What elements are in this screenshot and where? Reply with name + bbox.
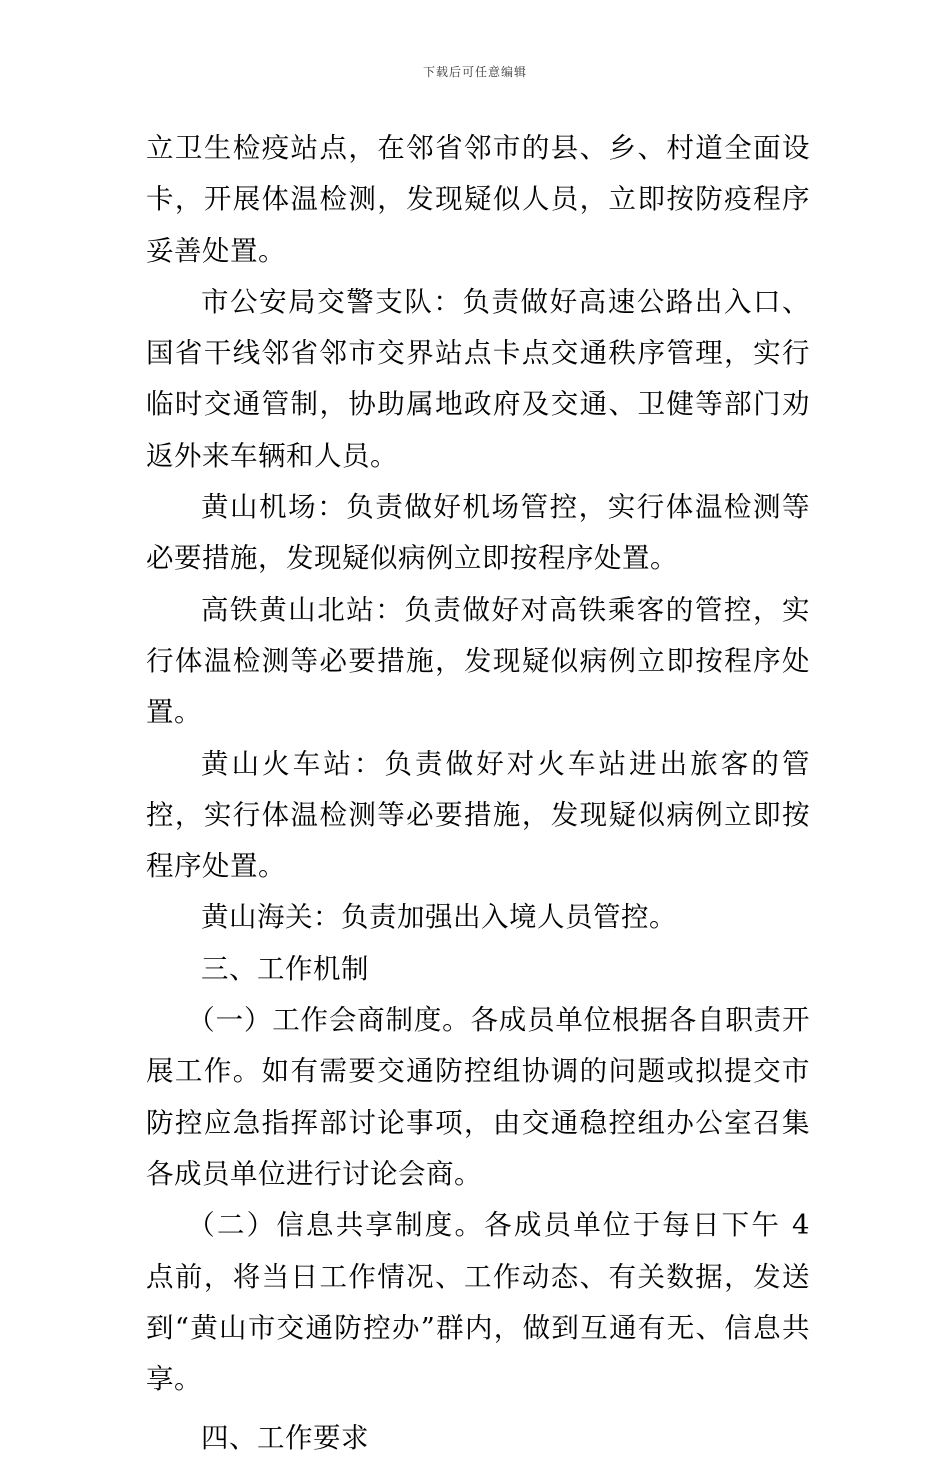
paragraph-traffic-police: 市公安局交警支队：负责做好高速公路出入口、国省干线邻省邻市交界站点卡点交通秩序管理，实行临时交通管制，协助属地政府及交通、卫健等部门劝返外来车辆和人员。 xyxy=(146,285,810,472)
paragraph-highspeed-rail: 高铁黄山北站：负责做好对高铁乘客的管控，实行体温检测等必要措施，发现疑似病例立即按程序处置。 xyxy=(146,593,810,729)
document-body xyxy=(146,123,810,1465)
paragraph-airport: 黄山机场：负责做好机场管控，实行体温检测等必要措施，发现疑似病例立即按程序处置。 xyxy=(146,491,810,575)
paragraph-continuation: 立卫生检疫站点，在邻省邻市的县、乡、村道全面设卡，开展体温检测，发现疑似人员，立即按防疫程序妥善处置。 xyxy=(146,132,810,267)
paragraph-info-sharing-system: （二）信息共享制度。各成员单位于每日下午 4 点前，将当日工作情况、工作动态、有关数据，发送到“黄山市交通防控办”群内，做到互通有无、信息共享。 xyxy=(146,1209,810,1396)
section-heading-mechanism: 三、工作机制 xyxy=(201,952,369,985)
paragraph-train-station: 黄山火车站：负责做好对火车站进出旅客的管控，实行体温检测等必要措施，发现疑似病例立即按程序处置。 xyxy=(146,747,810,883)
paragraph-customs: 黄山海关：负责加强出入境人员管控。 xyxy=(201,901,677,934)
page-header-note: 下载后可任意编辑 xyxy=(422,65,527,79)
paragraph-consultation-system: （一）工作会商制度。各成员单位根据各自职责开展工作。如有需要交通防控组协调的问题或拟提交市防控应急指挥部讨论事项，由交通稳控组办公室召集各成员单位进行讨论会商。 xyxy=(146,1004,810,1190)
section-heading-requirements: 四、工作要求 xyxy=(201,1422,369,1455)
